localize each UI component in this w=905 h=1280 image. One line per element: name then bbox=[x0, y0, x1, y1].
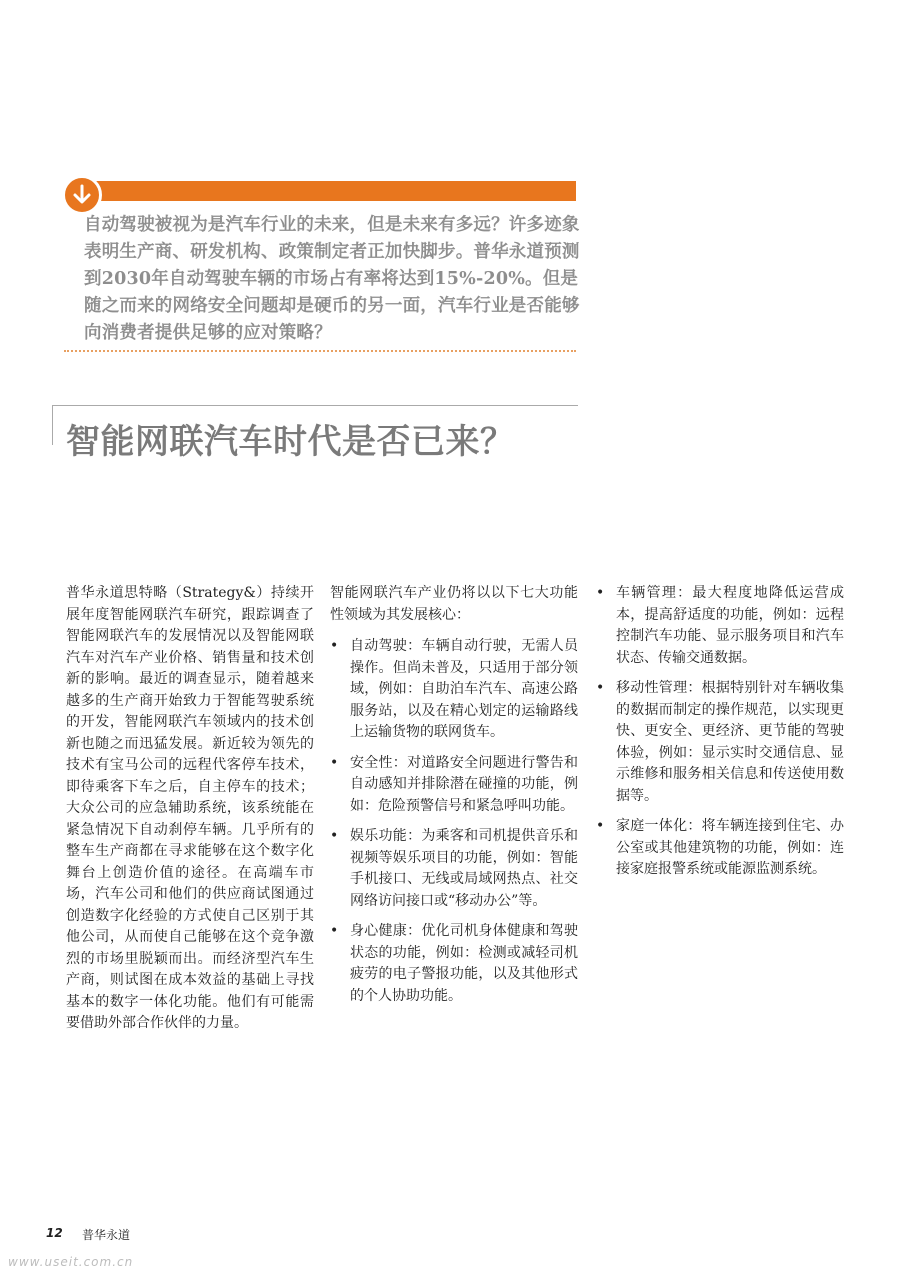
function-list-b bbox=[596, 583, 844, 881]
intro-paragraph: 自动驾驶被视为是汽车行业的未来，但是未来有多远？许多迹象表明生产商、研发机构、政策制定者正加快脚步。普华永道预测到2030年自动驾驶车辆的市场占有率将达到15%-20%。但是随之而来的网络安全问题却是硬币的另一面，汽车行业是否能够向消费者提供足够的应对策略？ bbox=[84, 215, 580, 343]
section-title: 智能网联汽车时代是否已来？ bbox=[66, 422, 515, 462]
list-item: • 娱乐功能：为乘客和司机提供音乐和视频等娱乐项目的功能，例如：智能手机接口、无线或局域网热点、社交网络访问接口或“移动办公”等。 bbox=[330, 828, 578, 909]
list-item: • 家庭一体化：将车辆连接到住宅、办公室或其他建筑物的功能，例如：连接家庭报警系统或能源监测系统。 bbox=[596, 818, 844, 877]
arrow-down-icon bbox=[72, 184, 92, 206]
bullet-icon: • bbox=[596, 818, 605, 834]
intro-accent-bar bbox=[82, 181, 576, 201]
bullet-icon: • bbox=[596, 585, 605, 601]
arrow-down-circle-icon bbox=[62, 175, 102, 215]
title-frame-left bbox=[52, 405, 53, 445]
column-1 bbox=[66, 583, 314, 1035]
column-1-paragraph: 普华永道思特略（Strategy&）持续开展年度智能网联汽车研究，跟踪调查了智能网联汽车的发展情况以及智能网联汽车对汽车产业价格、销售量和技术创新的影响。最近的调查显示，随着越来越多的生产商开始致力于智能驾驶系统的开发，智能网联汽车领域内的技术创新也随之而迅猛发展。新近较为领先的技术有宝马公司的远程代客停车技术，即待乘客下车之后，自主停车的技术；大众公司的应急辅助系统，该系统能在紧急情况下自动刹停车辆。几乎所有的整车生产商都在寻求能够在这个数字化舞台上创造价值的途径。在高端车市场，汽车公司和他们的供应商试图通过创造数字化经验的方式使自己区别于其他公司，从而使自己能够在这个竞争激烈的市场里脱颖而出。而经济型汽车生产商，则试图在成本效益的基础上寻找基本的数字一体化功能。他们有可能需要借助外部合作伙伴的力量。 bbox=[66, 585, 314, 1031]
list-item: • 身心健康：优化司机身体健康和驾驶状态的功能，例如：检测或减轻司机疲劳的电子警报功能，以及其他形式的个人协助功能。 bbox=[330, 923, 578, 1004]
bullet-icon: • bbox=[330, 923, 339, 939]
page-number: 12 bbox=[46, 1226, 63, 1240]
intro-divider bbox=[64, 350, 576, 352]
column-2 bbox=[330, 583, 578, 1016]
list-item: • 移动性管理：根据特别针对车辆收集的数据而制定的操作规范，以实现更快、更安全、更经济、更节能的驾驶体验，例如：显示实时交通信息、显示维修和服务相关信息和传送使用数据等。 bbox=[596, 680, 844, 804]
title-frame-top bbox=[52, 405, 578, 406]
column-3 bbox=[596, 583, 844, 890]
bullet-icon: • bbox=[596, 680, 605, 696]
bullet-icon: • bbox=[330, 828, 339, 844]
bullet-icon: • bbox=[330, 754, 339, 771]
bullet-icon: • bbox=[330, 638, 339, 654]
column-2-lead: 智能网联汽车产业仍将以以下七大功能性领域为其发展核心： bbox=[330, 585, 578, 623]
footer-brand: 普华永道 bbox=[82, 1228, 131, 1242]
watermark: www.useit.com.cn bbox=[8, 1255, 134, 1269]
list-item: • 自动驾驶：车辆自动行驶，无需人员操作。但尚未普及，只适用于部分领域，例如：自助泊车汽车、高速公路服务站，以及在精心划定的运输路线上运输货物的联网货车。 bbox=[330, 638, 578, 740]
list-item: • 安全性：对道路安全问题进行警告和自动感知并排除潜在碰撞的功能，例如：危险预警信号和紧急呼叫功能。 bbox=[330, 754, 578, 814]
function-list-a bbox=[330, 636, 578, 1007]
list-item: • 车辆管理：最大程度地降低运营成本，提高舒适度的功能，例如：远程控制汽车功能、显示服务项目和汽车状态、传输交通数据。 bbox=[596, 585, 844, 666]
